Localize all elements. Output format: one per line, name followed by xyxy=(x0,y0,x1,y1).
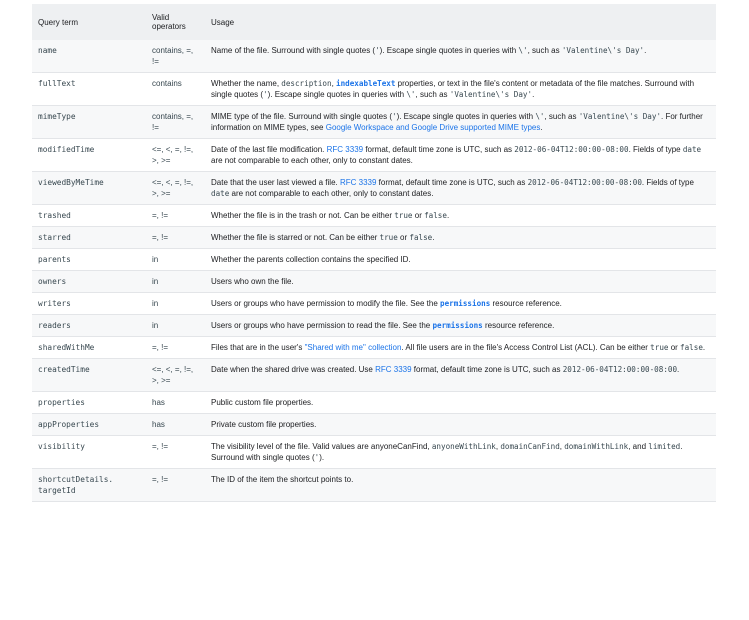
usage-text: . xyxy=(532,90,535,99)
query-terms-table xyxy=(32,4,716,502)
usage-text: , xyxy=(495,442,501,451)
usage-text: . xyxy=(540,123,543,132)
usage-text: , and xyxy=(628,442,649,451)
table-row xyxy=(32,469,716,502)
usage-text: Files that are in the user's xyxy=(211,343,305,352)
doc-link[interactable]: indexableText xyxy=(336,79,396,88)
usage-cell xyxy=(205,392,716,414)
usage-text: ). xyxy=(319,453,325,462)
query-term-cell: viewedByMeTime xyxy=(32,172,146,205)
usage-text: Date that the user last viewed a file. xyxy=(211,178,340,187)
table-row xyxy=(32,172,716,205)
header-usage: Usage xyxy=(205,4,716,40)
usage-text: , such as xyxy=(527,46,562,55)
usage-text: . Fields of type xyxy=(641,178,694,187)
table-row xyxy=(32,139,716,172)
query-term-cell: createdTime xyxy=(32,359,146,392)
operators-cell: <=, <, =, !=, >, >= xyxy=(146,172,205,205)
table-row xyxy=(32,40,716,73)
table-row xyxy=(32,227,716,249)
table-row xyxy=(32,106,716,139)
query-term-cell: appProperties xyxy=(32,414,146,436)
query-term-cell: name xyxy=(32,40,146,73)
usage-text: . Surround with single quotes ( xyxy=(211,442,683,462)
usage-text: or xyxy=(397,233,410,242)
doc-link[interactable]: "Shared with me" collection xyxy=(304,343,402,352)
code-snippet: date xyxy=(682,145,702,154)
code-snippet: domainCanFind xyxy=(500,442,560,451)
usage-text: , such as xyxy=(544,112,579,121)
usage-text: or xyxy=(668,343,681,352)
operators-cell: =, != xyxy=(146,205,205,227)
operators-cell: =, != xyxy=(146,436,205,469)
usage-text: resource reference. xyxy=(482,321,555,330)
usage-text: Date of the last file modification. xyxy=(211,145,327,154)
code-snippet: \' xyxy=(518,46,528,55)
usage-text: , such as xyxy=(415,90,450,99)
table-row xyxy=(32,414,716,436)
code-snippet: false xyxy=(680,343,703,352)
doc-link[interactable]: RFC 3339 xyxy=(375,365,412,374)
usage-cell xyxy=(205,73,716,106)
usage-text: Whether the file is in the trash or not. Can be either xyxy=(211,211,395,220)
query-term-cell: writers xyxy=(32,293,146,315)
usage-text: ). Escape single quotes in queries with xyxy=(396,112,536,121)
usage-text: Whether the file is starred or not. Can be either xyxy=(211,233,380,242)
table-row xyxy=(32,436,716,469)
operators-cell: has xyxy=(146,392,205,414)
code-snippet: true xyxy=(650,343,669,352)
header-row xyxy=(32,4,716,40)
query-term-cell: properties xyxy=(32,392,146,414)
operators-cell: =, != xyxy=(146,337,205,359)
usage-text: Users or groups who have permission to modify the file. See the xyxy=(211,299,440,308)
code-snippet: 2012-06-04T12:00:00-08:00 xyxy=(527,178,642,187)
usage-cell xyxy=(205,106,716,139)
usage-cell xyxy=(205,469,716,502)
code-snippet: false xyxy=(424,211,447,220)
usage-cell xyxy=(205,205,716,227)
code-snippet: 'Valentine\'s Day' xyxy=(561,46,645,55)
usage-cell xyxy=(205,359,716,392)
usage-text: Public custom file properties. xyxy=(211,398,314,407)
table-row xyxy=(32,73,716,106)
usage-text: ). Escape single quotes in queries with xyxy=(267,90,407,99)
operators-cell: <=, <, =, !=, >, >= xyxy=(146,359,205,392)
usage-text: are not comparable to each other, only to constant dates. xyxy=(211,156,413,165)
code-snippet: 'Valentine\'s Day' xyxy=(578,112,662,121)
code-snippet: ' xyxy=(314,453,320,462)
table-row xyxy=(32,271,716,293)
query-term-cell: readers xyxy=(32,315,146,337)
header-valid-operators: Valid operators xyxy=(146,4,205,40)
doc-link[interactable]: RFC 3339 xyxy=(339,178,377,187)
doc-link[interactable]: Google Workspace and Google Drive supported MIME types xyxy=(325,123,541,132)
usage-text: Date when the shared drive was created. Use xyxy=(211,365,376,374)
usage-text: Users who own the file. xyxy=(211,277,294,286)
usage-cell xyxy=(205,271,716,293)
usage-text: The ID of the item the shortcut points to. xyxy=(211,475,354,484)
usage-cell xyxy=(205,249,716,271)
operators-cell: in xyxy=(146,293,205,315)
code-snippet: true xyxy=(379,233,398,242)
code-snippet: true xyxy=(394,211,413,220)
usage-cell xyxy=(205,139,716,172)
code-snippet: ' xyxy=(375,46,380,55)
table-row xyxy=(32,337,716,359)
usage-text: . For further information on MIME types, see xyxy=(211,112,703,132)
table-row xyxy=(32,392,716,414)
operators-cell: in xyxy=(146,271,205,293)
doc-link[interactable]: permissions xyxy=(440,299,491,308)
table-row xyxy=(32,249,716,271)
operators-cell: in xyxy=(146,315,205,337)
usage-text: , xyxy=(331,79,337,88)
usage-cell xyxy=(205,414,716,436)
operators-cell: has xyxy=(146,414,205,436)
usage-text: . xyxy=(446,211,450,220)
doc-link[interactable]: permissions xyxy=(432,321,483,330)
usage-cell xyxy=(205,40,716,73)
doc-link[interactable]: RFC 3339 xyxy=(326,145,364,154)
code-snippet: ' xyxy=(263,90,268,99)
header-query-term: Query term xyxy=(32,4,146,40)
usage-cell xyxy=(205,293,716,315)
operators-cell: contains, =, != xyxy=(146,40,205,73)
usage-text: format, default time zone is UTC, such as xyxy=(411,365,563,374)
code-snippet: limited xyxy=(648,442,681,451)
usage-text: Private custom file properties. xyxy=(211,420,317,429)
usage-text: . All file users are in the file's Access Control List (ACL). Can be either xyxy=(401,343,651,352)
usage-text: format, default time zone is UTC, such as xyxy=(376,178,528,187)
usage-text: . xyxy=(644,46,647,55)
usage-text: . xyxy=(432,233,435,242)
usage-text: ). Escape single quotes in queries with xyxy=(379,46,519,55)
usage-text: . xyxy=(677,365,680,374)
query-term-cell: starred xyxy=(32,227,146,249)
usage-text: resource reference. xyxy=(490,299,562,308)
query-term-cell: sharedWithMe xyxy=(32,337,146,359)
usage-cell xyxy=(205,315,716,337)
usage-text: The visibility level of the file. Valid values are anyoneCanFind, xyxy=(211,442,432,451)
query-term-cell: owners xyxy=(32,271,146,293)
usage-text: Whether the parents collection contains the specified ID. xyxy=(211,255,411,264)
usage-text: properties, or text in the file's content or metadata of the file matches. Surround with single quotes ( xyxy=(211,79,695,99)
operators-cell: in xyxy=(146,249,205,271)
query-term-cell: shortcutDetails. targetId xyxy=(32,469,146,502)
query-term-cell: visibility xyxy=(32,436,146,469)
table-row xyxy=(32,315,716,337)
operators-cell: =, != xyxy=(146,469,205,502)
query-term-cell: modifiedTime xyxy=(32,139,146,172)
usage-text: Name of the file. Surround with single quotes ( xyxy=(211,46,376,55)
code-snippet: 'Valentine\'s Day' xyxy=(449,90,533,99)
code-snippet: ' xyxy=(391,112,397,121)
code-snippet: description xyxy=(281,79,332,88)
usage-text: or xyxy=(412,211,425,220)
code-snippet: 2012-06-04T12:00:00-08:00 xyxy=(562,365,678,374)
code-snippet: \' xyxy=(406,90,416,99)
operators-cell: contains, =, != xyxy=(146,106,205,139)
query-term-cell: parents xyxy=(32,249,146,271)
usage-cell xyxy=(205,337,716,359)
usage-text: . Fields of type xyxy=(628,145,683,154)
operators-cell: =, != xyxy=(146,227,205,249)
code-snippet: false xyxy=(409,233,433,242)
code-snippet: anyoneWithLink xyxy=(431,442,496,451)
usage-text: Users or groups who have permission to read the file. See the xyxy=(211,321,433,330)
table-row xyxy=(32,359,716,392)
usage-text: MIME type of the file. Surround with single quotes ( xyxy=(211,112,392,121)
usage-text: are not comparable to each other, only to constant dates. xyxy=(229,189,434,198)
code-snippet: 2012-06-04T12:00:00-08:00 xyxy=(514,145,629,154)
operators-cell: contains xyxy=(146,73,205,106)
code-snippet: domainWithLink xyxy=(564,442,629,451)
query-term-cell: mimeType xyxy=(32,106,146,139)
code-snippet: \' xyxy=(535,112,545,121)
usage-cell xyxy=(205,227,716,249)
usage-text: format, default time zone is UTC, such as xyxy=(363,145,515,154)
table-row xyxy=(32,205,716,227)
query-term-cell: trashed xyxy=(32,205,146,227)
usage-text: Whether the name, xyxy=(211,79,282,88)
usage-text: , xyxy=(559,442,565,451)
usage-text: . xyxy=(702,343,706,352)
code-snippet: date xyxy=(211,189,230,198)
operators-cell: <=, <, =, !=, >, >= xyxy=(146,139,205,172)
query-term-cell: fullText xyxy=(32,73,146,106)
table-row xyxy=(32,293,716,315)
usage-cell xyxy=(205,172,716,205)
usage-cell xyxy=(205,436,716,469)
